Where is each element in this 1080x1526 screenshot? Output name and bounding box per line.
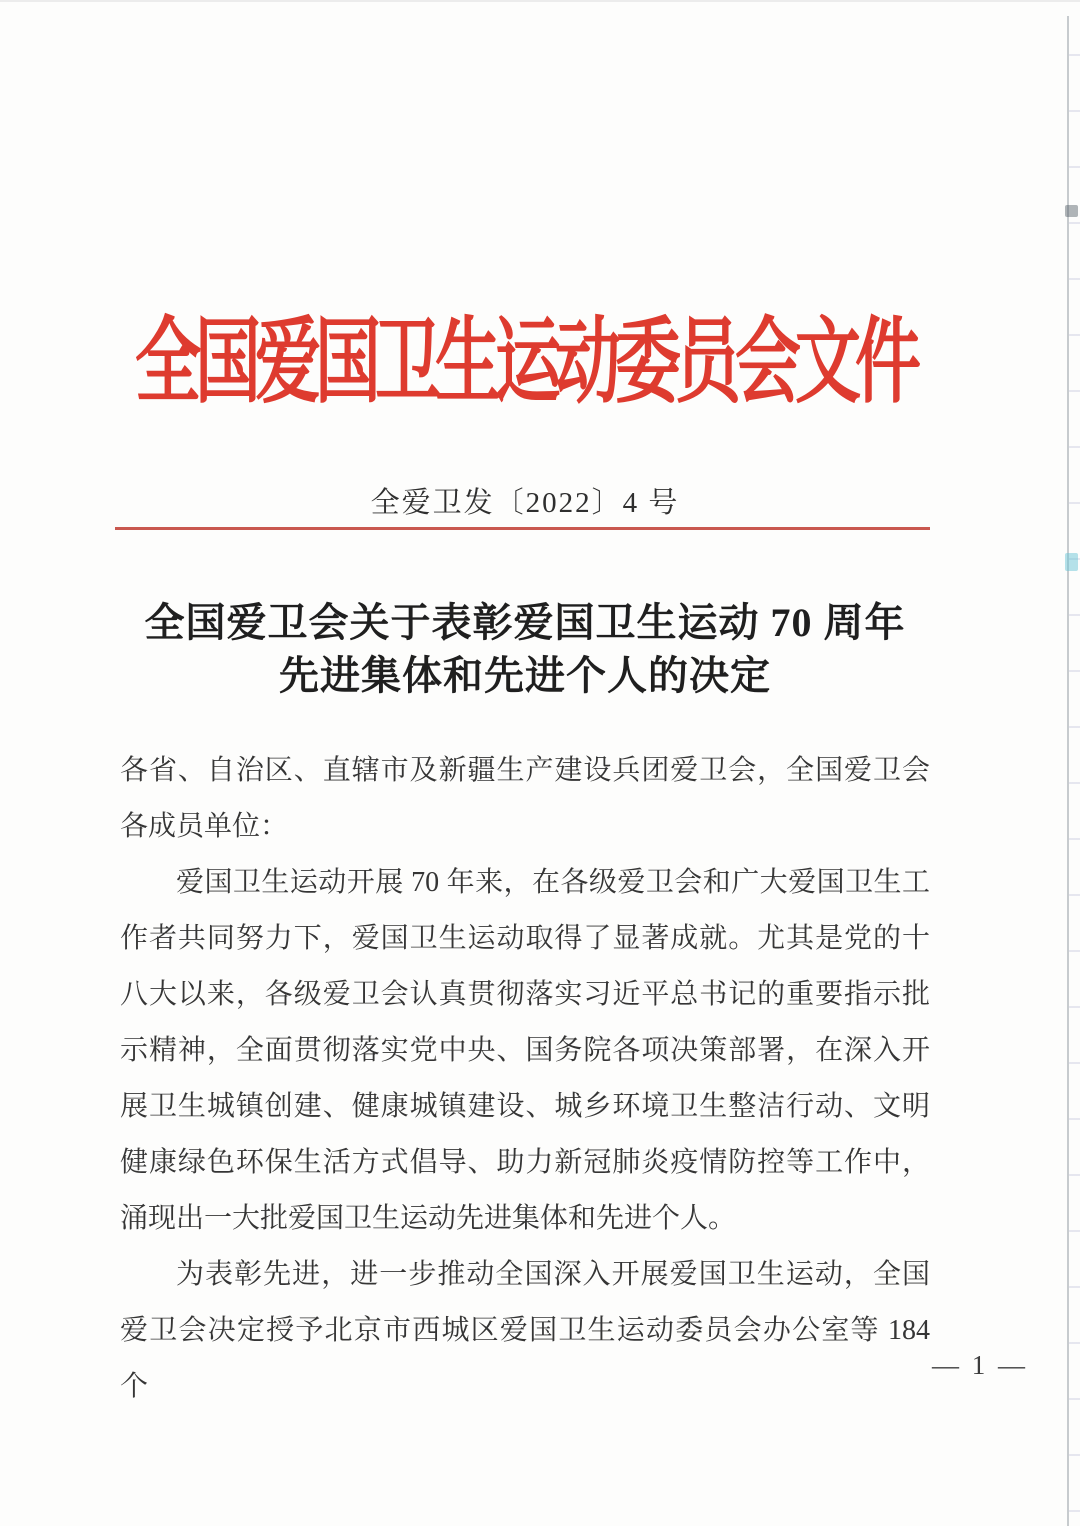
red-letterhead bbox=[120, 286, 930, 416]
body-paragraph-2: 为表彰先进，进一步推动全国深入开展爱国卫生运动，全国爱卫会决定授予北京市西城区爱国卫生运动委员会办公室等 184 个 bbox=[120, 1259, 930, 1402]
body-paragraph-1: 爱国卫生运动开展 70 年来，在各级爱卫会和广大爱国卫生工作者共同努力下，爱国卫生运动取得了显著成就。尤其是党的十八大以来，各级爱卫会认真贯彻落实习近平总书记的重要指示批示精神，全面贯彻落实党中央、国务院各项决策部署，在深入开展卫生城镇创建、健康城镇建设、城乡环境卫生整洁行动、文明健康绿色环保生活方式倡导、助力新冠肺炎疫情防控等工作中，涌现出一大批爱国卫生运动先进集体和先进个人。 bbox=[120, 867, 930, 1234]
decision-title-line-1: 全国爱卫会关于表彰爱国卫生运动 70 周年 bbox=[144, 600, 906, 645]
red-divider-line bbox=[115, 527, 930, 530]
document-content bbox=[120, 0, 1028, 1526]
decision-title-line-2: 先进集体和先进个人的决定 bbox=[279, 653, 771, 698]
letterhead-title: 全国爱国卫生运动委员会文件 bbox=[135, 311, 915, 416]
document-body bbox=[120, 743, 930, 1415]
decision-title bbox=[120, 596, 930, 702]
ink-smudge bbox=[1065, 553, 1078, 571]
salutation-paragraph: 各省、自治区、直辖市及新疆生产建设兵团爱卫会，全国爱卫会各成员单位： bbox=[120, 755, 930, 842]
page-number: — 1 — bbox=[932, 1350, 1028, 1380]
ink-smudge bbox=[1065, 205, 1078, 217]
ruled-paper-strip bbox=[1069, 0, 1080, 1526]
document-number: 全爱卫发〔2022〕4 号 bbox=[370, 487, 680, 519]
